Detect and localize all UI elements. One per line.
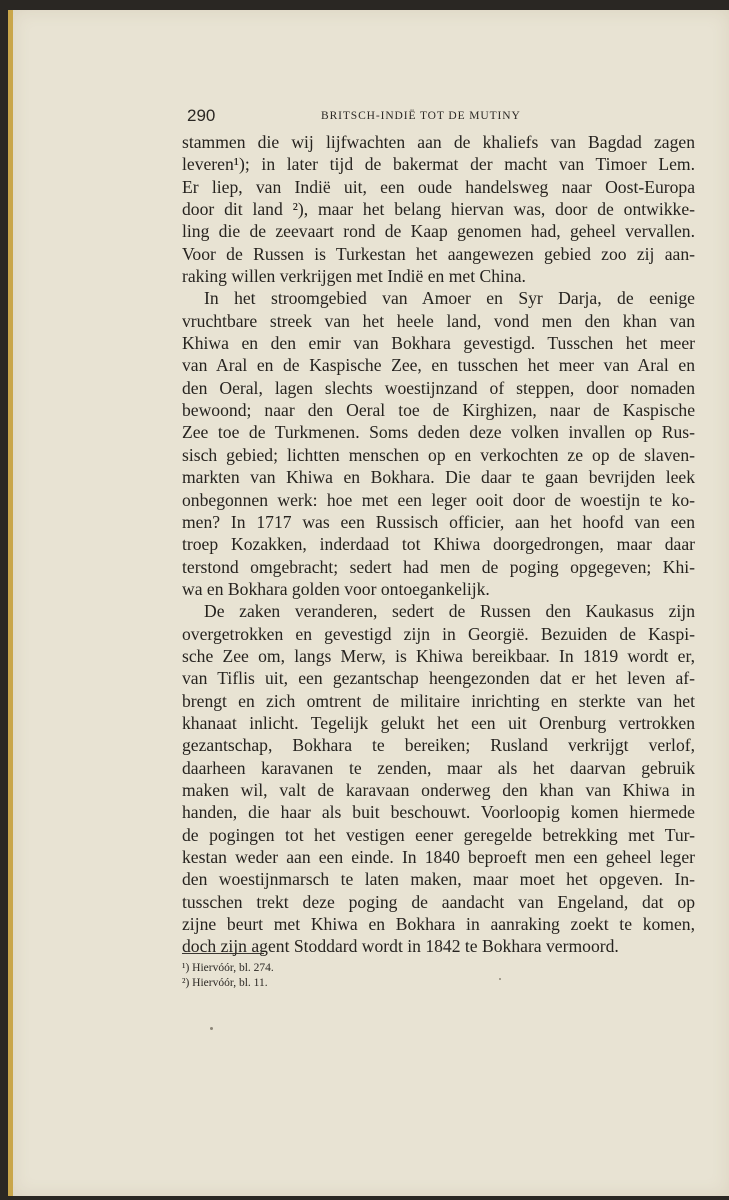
text-line: wa en Bokhara golden voor ontoegankelijk. <box>182 578 490 599</box>
text-line: Voor de Russen is Turkestan het aangewezen gebied zoo zij aan- <box>182 243 695 264</box>
text-line: tusschen trekt deze poging de aandacht van Engeland, dat op <box>182 891 695 912</box>
running-head <box>181 106 711 130</box>
paper-speck <box>210 1027 213 1030</box>
text-line: khanaat inlicht. Tegelijk gelukt het een uit Orenburg vertrokken <box>182 712 695 733</box>
text-line: sisch gebied; lichtten menschen op en verkochten ze op de slaven- <box>182 444 695 465</box>
text-line: sche Zee om, langs Merw, is Khiwa bereikbaar. In 1819 wordt er, <box>182 645 695 666</box>
text-line: Zee toe de Turkmenen. Soms deden deze volken invallen op Rus- <box>182 422 695 443</box>
text-line: van Tiflis uit, een gezantschap heengezonden dat er het leven af- <box>182 668 695 689</box>
footnotes <box>182 961 274 991</box>
text-line: handen, die haar als buit beschouwt. Voorloopig komen hiermede <box>182 802 695 823</box>
running-title: BRITSCH-INDIË TOT DE MUTINY <box>321 110 521 122</box>
text-line: Khiwa en den emir van Bokhara gevestigd. Tusschen het meer <box>182 333 695 354</box>
footnote-rule <box>182 953 264 954</box>
text-line: stammen die wij lijfwachten aan de khaliefs van Bagdad zagen <box>182 132 695 152</box>
text-line: raking willen verkrijgen met Indië en met China. <box>182 266 526 287</box>
text-line: gezantschap, Bokhara te bereiken; Rusland verkrijgt verlof, <box>182 735 695 756</box>
text-line: den woestijnmarsch te laten maken, maar moet het opgeven. In- <box>182 869 695 890</box>
text-line: kestan weder aan een einde. In 1840 beproeft men een geheel leger <box>182 847 695 867</box>
text-line: daarheen karavanen te zenden, maar als het daarvan gebruik <box>182 757 695 778</box>
text-line: ling die de zeevaart rond de Kaap genomen had, geheel vervallen. <box>182 221 695 242</box>
footnote: ¹) Hiervóór, bl. 274. <box>182 962 274 974</box>
page-number: 290 <box>187 106 216 125</box>
text-line: troep Kozakken, inderdaad tot Khiwa doorgedrongen, maar daar <box>182 534 695 555</box>
paper-speck <box>499 978 501 980</box>
text-line: De zaken veranderen, sedert de Russen den Kaukasus zijn <box>204 601 695 622</box>
text-line: van Aral en de Kaspische Zee, en tusschen het meer van Aral en <box>182 355 695 376</box>
text-line: zijne beurt met Khiwa en Bokhara in aanraking zoekt te komen, <box>182 914 695 935</box>
text-line: bewoond; naar den Oeral toe de Kirghizen, naar de Kaspische <box>182 400 695 421</box>
text-line: In het stroomgebied van Amoer en Syr Darja, de eenige <box>204 288 695 309</box>
text-line: Er liep, van Indië uit, een oude handelsweg naar Oost-Europa <box>182 176 695 197</box>
text-line: overgetrokken en gevestigd zijn in Georgië. Bezuiden de Kaspi- <box>182 623 695 644</box>
text-line: door dit land ²), maar het belang hiervan was, door de ontwikke- <box>182 199 695 220</box>
text-line: maken wil, valt de karavaan onderweg den khan van Khiwa in <box>182 779 695 800</box>
text-line: den Oeral, lagen slechts woestijnzand of steppen, door nomaden <box>182 377 695 398</box>
text-line: onbegonnen werk: hoe met een leger ooit door de woestijn te ko- <box>182 489 695 510</box>
text-line: de pogingen tot het vestigen eener geregelde betrekking met Tur- <box>182 824 695 845</box>
text-line: markten van Khiwa en Bokhara. Die daar te gaan bevrijden leek <box>182 467 695 488</box>
text-line: vruchtbare streek van het heele land, vond men den khan van <box>182 310 695 331</box>
body-text <box>182 131 695 958</box>
text-line: terstond omgebracht; sedert had men de poging opgegeven; Khi- <box>182 556 695 577</box>
text-line: men? In 1717 was een Russisch officier, aan het hoofd van een <box>182 511 695 532</box>
text-line: leveren¹); in later tijd de bakermat der macht van Timoer Lem. <box>182 154 695 175</box>
text-line: brengt en zich omtrent de militaire inrichting en sterkte van het <box>182 690 695 711</box>
text-line: doch zijn agent Stoddard wordt in 1842 te Bokhara vermoord. <box>182 936 619 957</box>
footnote: ²) Hiervóór, bl. 11. <box>182 977 268 989</box>
